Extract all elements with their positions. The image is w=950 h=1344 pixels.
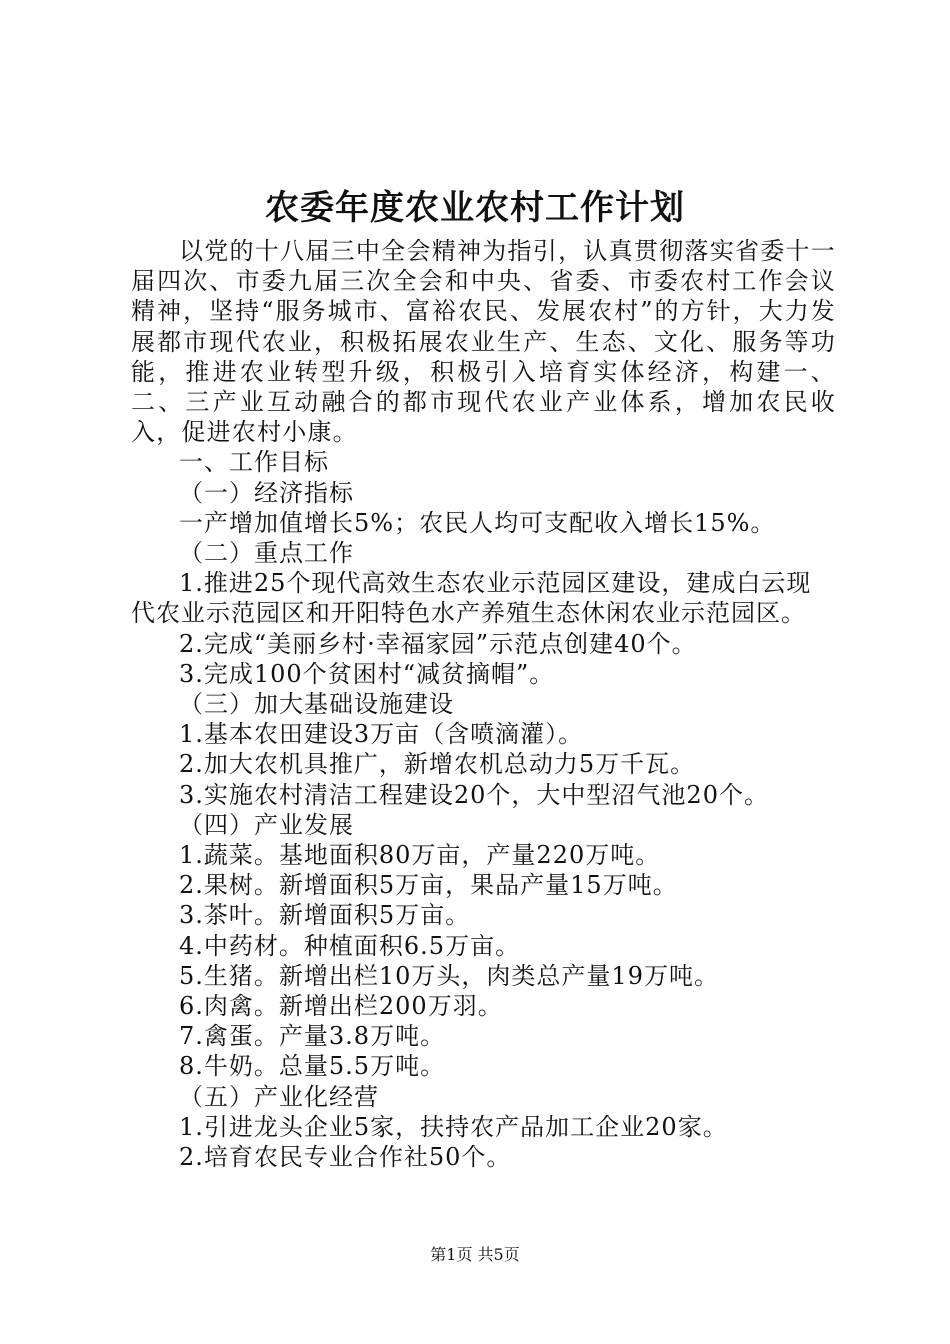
page-number-footer: 第1页 共5页 xyxy=(430,1245,520,1264)
subsection-heading: （二）重点工作 xyxy=(179,539,354,568)
list-item: 2.完成“美丽乡村·幸福家园”示范点创建40个。 xyxy=(179,629,697,658)
list-item: 3.完成100个贫困村“减贫摘帽”。 xyxy=(179,659,555,688)
intro-paragraph: 以党的十八届三中全会精神为指引，认真贯彻落实省委十一届四次、市委九届三次全会和中央、省委、市委农村工作会议精神，坚持“服务城市、富裕农民、发展农村”的方针，大力发展都市现代农业，积极拓展农业生产、生态、文化、服务等功能，推进农业转型升级，积极引入培育实体经济，构建一、二、三产业互动融合的都市现代农业产业体系，增加农民收入，促进农村小康。 xyxy=(131,237,836,447)
document-title: 农委年度农业农村工作计划 xyxy=(265,188,685,228)
list-item: 2.培育农民专业合作社50个。 xyxy=(179,1143,512,1172)
list-item: 3.茶叶。新增面积5万亩。 xyxy=(179,901,471,930)
list-item: 1.引进龙头企业5家，扶持农产品加工企业20家。 xyxy=(179,1112,728,1141)
list-item: 4.中药材。种植面积6.5万亩。 xyxy=(179,931,521,960)
list-item: 2.加大农机具推广，新增农机总动力5万千瓦。 xyxy=(179,750,696,779)
list-item: 5.生猪。新增出栏10万头，肉类总产量19万吨。 xyxy=(179,961,719,990)
list-item: 8.牛奶。总量5.5万吨。 xyxy=(179,1052,446,1081)
list-item: 1.推进25个现代高效生态农业示范园区建设，建成白云现代农业示范园区和开阳特色水产养殖生态休闲农业示范园区。 xyxy=(131,569,812,628)
subsection-heading: （三）加大基础设施建设 xyxy=(179,690,454,719)
section-heading: 一、工作目标 xyxy=(179,448,329,477)
list-item: 1.基本农田建设3万亩（含喷滴灌）。 xyxy=(179,720,584,749)
list-item: 3.实施农村清洁工程建设20个，大中型沼气池20个。 xyxy=(179,780,769,809)
list-item: 2.果树。新增面积5万亩，果品产量15万吨。 xyxy=(179,871,678,900)
subsection-heading: （一）经济指标 xyxy=(179,478,354,507)
list-item: 1.蔬菜。基地面积80万亩，产量220万吨。 xyxy=(179,841,661,870)
economic-indicators-text: 一产增加值增长5%；农民人均可支配收入增长15%。 xyxy=(179,508,776,537)
list-item: 6.肉禽。新增出栏200万羽。 xyxy=(179,992,503,1021)
list-item: 7.禽蛋。产量3.8万吨。 xyxy=(179,1022,446,1051)
document-body xyxy=(131,236,836,1172)
subsection-heading: （四）产业发展 xyxy=(179,810,354,839)
subsection-heading: （五）产业化经营 xyxy=(179,1082,379,1111)
